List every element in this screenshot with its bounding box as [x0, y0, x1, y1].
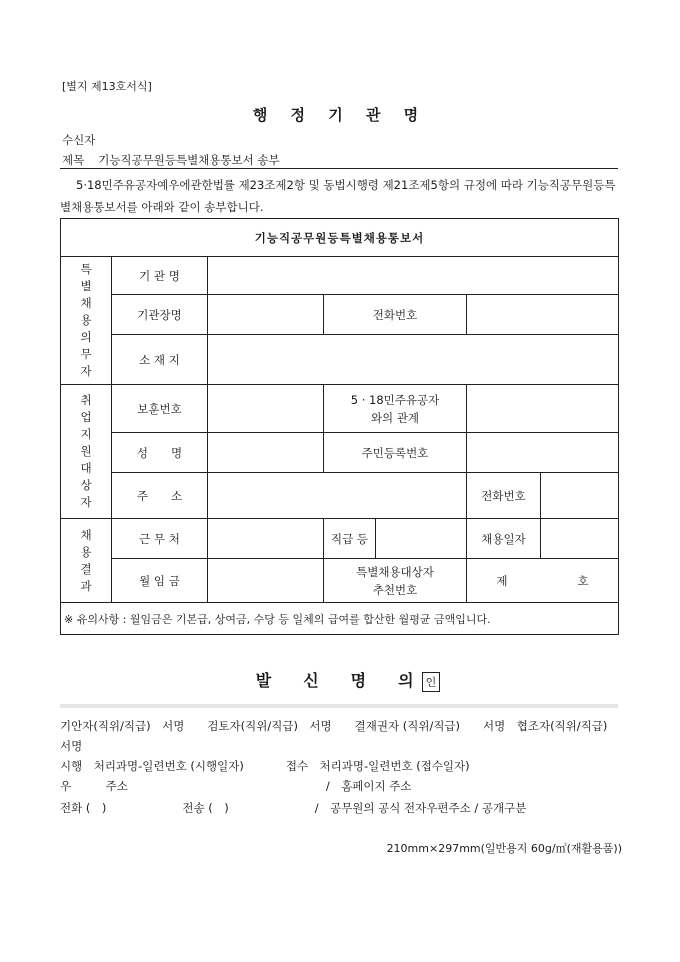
number-suffix: 호 [577, 573, 589, 588]
number-prefix: 제 [496, 573, 508, 588]
enforcement-line: 시행 처리과명-일련번호 (시행일자) 접수 처리과명-일련번호 (접수일자) [60, 759, 470, 773]
monthly-wage-label: 월 임 금 [112, 559, 208, 603]
name-field[interactable] [208, 433, 324, 473]
sender-char: 명 [350, 671, 367, 690]
form-table-title: 기능직공무원등특별채용통보서 [61, 219, 619, 257]
section-employer-label: 특 별 채 용 의 무 자 [61, 257, 112, 385]
agency-name-title: 행 정 기 관 명 [252, 106, 428, 124]
location-field[interactable] [208, 335, 619, 385]
subject-divider [60, 168, 618, 169]
hire-date-label: 채용일자 [467, 519, 541, 559]
subject-value: 기능직공무원등특별채용통보서 송부 [98, 153, 280, 167]
veteran-number-label: 보훈번호 [112, 385, 208, 433]
recommendation-number-field[interactable] [467, 559, 619, 603]
sender-char: 발 [255, 671, 272, 690]
subject-label: 제목 [62, 153, 85, 167]
notification-form-table [60, 218, 619, 635]
recipient-label: 수신자 [62, 133, 96, 147]
location-label: 소 재 지 [112, 335, 208, 385]
address-line: 우 주소 / 홈페이지 주소 [60, 779, 412, 793]
body-paragraph: 5·18민주유공자예우에관한법률 제23조제2항 및 동법시행령 제21조제5항의 규정에 따라 기능직공무원등특별채용통보서를 아래와 같이 송부합니다. [60, 178, 616, 214]
rank-label: 직급 등 [324, 519, 376, 559]
org-name-label: 기 관 명 [112, 257, 208, 295]
paper-size-note: 210mm×297mm(일반용지 60g/㎡(재활용품)) [386, 842, 622, 855]
sender-char: 신 [303, 671, 319, 690]
contact-line: 전화 ( ) 전송 ( ) / 공무원의 공식 전자우편주소 / 공개구분 [60, 801, 527, 815]
rank-field[interactable] [376, 519, 467, 559]
veteran-number-field[interactable] [208, 385, 324, 433]
workplace-label: 근 무 처 [112, 519, 208, 559]
sender-char: 의 [398, 671, 414, 690]
workplace-field[interactable] [208, 519, 324, 559]
monthly-wage-field[interactable] [208, 559, 324, 603]
relation-label: 5 · 18민주유공자 와의 관계 [324, 385, 467, 433]
org-phone-label: 전화번호 [324, 295, 467, 335]
hire-date-field[interactable] [541, 519, 619, 559]
wage-note: ※ 유의사항 : 월임금은 기본급, 상여금, 수당 등 일체의 급여를 합산한 월평균 금액입니다. [61, 603, 619, 635]
subject-line [62, 152, 280, 168]
section-result-label: 채 용 결 과 [61, 519, 112, 603]
resident-number-label: 주민등록번호 [324, 433, 467, 473]
resident-number-field[interactable] [467, 433, 619, 473]
sender-name-line [0, 668, 680, 692]
relation-field[interactable] [467, 385, 619, 433]
applicant-phone-label: 전화번호 [467, 473, 541, 519]
org-head-label: 기관장명 [112, 295, 208, 335]
org-head-field[interactable] [208, 295, 324, 335]
org-phone-field[interactable] [467, 295, 619, 335]
approval-line: 기안자(직위/직급) 서명 검토자(직위/직급) 서명 결재권자 (직위/직급) 서명 협조자(직위/직급) 서명 [60, 719, 619, 753]
applicant-phone-field[interactable] [541, 473, 619, 519]
section-applicant-label: 취 업 지 원 대 상 자 [61, 385, 112, 519]
form-number-label: [별지 제13호서식] [62, 80, 152, 93]
address-field[interactable] [208, 473, 467, 519]
recommendation-number-label: 특별채용대상자 추천번호 [324, 559, 467, 603]
org-name-field[interactable] [208, 257, 619, 295]
address-label: 주 소 [112, 473, 208, 519]
official-seal-box: 인 [422, 672, 441, 692]
footer-divider [60, 704, 618, 708]
name-label: 성 명 [112, 433, 208, 473]
